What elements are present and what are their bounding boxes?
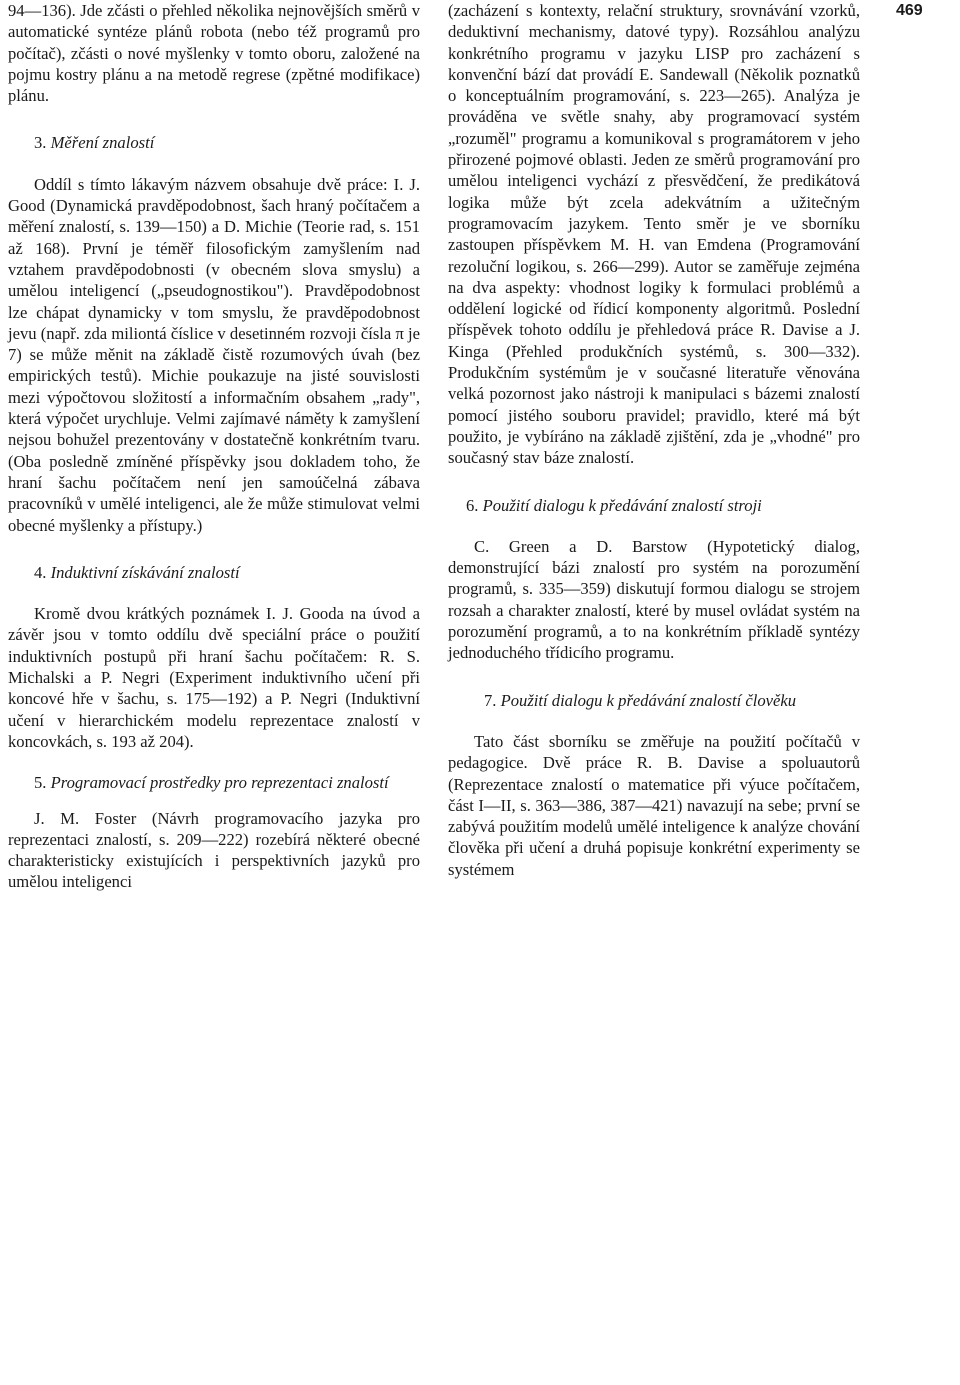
section-title: Induktivní získávání znalostí xyxy=(50,562,240,582)
section-heading-4 xyxy=(8,562,420,583)
section-title: Měření znalostí xyxy=(50,133,155,153)
section-number: 6. xyxy=(466,495,479,515)
paragraph: C. Green a D. Barstow (Hypotetický dialog, demonstrující bázi znalostí pro systém na porozumění programů, s. 335—359) diskutují formou dialogu se strojem rozsah a charakter znalostí, které by musel ovládat systém na porozumění programů, a to na konkrétním příkladě syntézy jednoduchého třídicího programu. xyxy=(448,536,860,663)
paragraph: Tato část sborníku se změřuje na použití počítačů v pedagogice. Dvě práce R. B. Davise a spoluautorů (Reprezentace znalostí o matematice při výuce počítačem, část I—II, s. 363—386, 387—421) navazují na sebe; první se zabývá použitím modelů umělé inteligence k analýze chování člověka při učení a druhá popisuje konkrétní experimenty se systémem xyxy=(448,731,860,879)
section-number: 7. xyxy=(484,690,497,710)
section-heading-5 xyxy=(8,772,420,793)
section-number: 4. xyxy=(34,562,47,582)
paragraph: Oddíl s tímto lákavým názvem obsahuje dvě práce: I. J. Good (Dynamická pravděpodobnost, šach hraný počítačem a měření znalostí, s. 139—150) a D. Michie (Teorie rad, s. 151 až 168). První je téměř filosofickým zamyšlením nad vztahem pravděpodobnosti (v obecném slova smyslu) a umělou inteligencí („pseudognostikou"). Pravděpodobnost lze chápat dynamicky v tom smyslu, že pravděpodobnost jevu (např. zda miliontá číslice v desetinném rozvoji čísla π je 7) se může měnit na základě čistě rozumových úvah (bez empirických testů). Michie poukazuje na jisté souvislosti mezi výpočtovou složitostí a informačním obsahem „rady", která výpočet urychluje. Velmi zajímavé náměty k zamyšlení nejsou bohužel prezentovány v dostatečně konkrétním tvaru. (Oba posledně zmíněné příspěvky jsou dokladem toho, že hraní šachu počítačem není jen samoúčelná zábava pracovníků v umělé inteligenci, ale že může stimulovat velmi obecné myšlenky a přístupy.) xyxy=(8,174,420,535)
section-title: Použití dialogu k předávání znalostí stroji xyxy=(482,495,762,515)
paragraph: (zacházení s kontexty, relační struktury, srovnávání vzorků, deduktivní mechanismy, datové typy). Rozsáhlou analýzu konkrétního programu v jazyku LISP pro zacházení s konvenční bází dat provádí E. Sandewall (Několik poznatků o konceptuálním programování, s. 223—265). Analýza je prováděna ve světle snahy, aby programovací systém „rozuměl" programu a komunikoval s programátorem v jeho přirozené pojmové oblasti. Jeden ze směrů programování pro umělou inteligenci vychází z přesvědčení, že predikátová logika může být zcela adekvátním a užitečným programovacím jazykem. Tento směr je ve sborníku zastoupen příspěvkem M. H. van Emdena (Programování rezoluční logikou, s. 266—299). Autor se zaměřuje zejména na dva aspekty: vhodnost logiky k formulaci problémů a oddělení logické od řídicí komponenty algoritmů. Poslední příspěvek tohoto oddílu je přehledová práce R. Davise a J. Kinga (Přehled produkčních systémů, s. 300—332). Produkčním systémům je v současné literatuře věnována velká pozornost jako nástroji k manipulaci s bázemi znalostí pomocí jistého souboru pravidel; pravidlo, které má být použito, je vybíráno na základě zjištění, zda je „vhodné" pro současný stav báze znalostí. xyxy=(448,1,860,468)
paragraph: 94—136). Jde zčásti o přehled několika nejnovějších směrů v automatické syntéze plánů robota (nebo též programů pro počítač), zčásti o nové myšlenky v tomto oboru, založené na pojmu kostry plánu a na metodě regrese (zpětné modifikace) plánu. xyxy=(8,1,420,106)
paragraph: J. M. Foster (Návrh programovacího jazyka pro reprezentaci znalostí, s. 209—222) rozebírá některé obecné charakteristicky existujících i perspektivních jazyků pro umělou inteligenci xyxy=(8,808,420,892)
section-title: Programovací prostředky pro reprezentaci znalostí xyxy=(50,773,389,793)
left-column xyxy=(8,0,420,893)
page-number: 469 xyxy=(896,2,923,19)
section-heading-7 xyxy=(448,690,860,711)
section-title: Použití dialogu k předávání znalostí člověku xyxy=(500,690,797,710)
section-heading-6 xyxy=(448,495,860,516)
paragraph: Kromě dvou krátkých poznámek I. J. Gooda na úvod a závěr jsou v tomto oddílu dvě speciální práce o použití induktivních postupů při hraní šachu počítačem: R. S. Michalski a P. Negri (Experiment induktivního učení při koncové hře v šachu, s. 175—192) a P. Negri (Induktivní učení v hierarchickém modelu reprezentace znalostí v koncovkách, s. 193 až 204). xyxy=(8,604,420,751)
section-number: 5. xyxy=(34,773,47,793)
section-heading-3 xyxy=(8,132,420,153)
right-column xyxy=(448,0,860,880)
section-number: 3. xyxy=(34,133,47,153)
